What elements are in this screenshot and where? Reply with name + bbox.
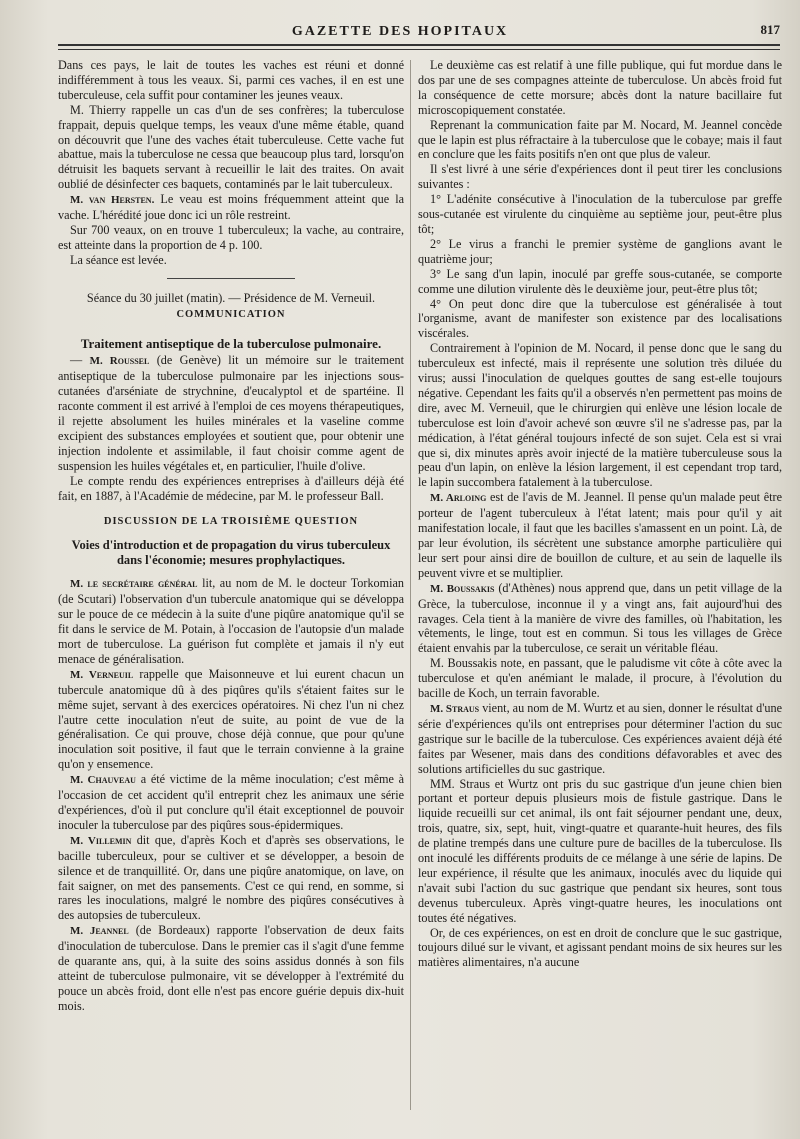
- paragraph: M. Chauveau a été victime de la même inoculation; c'est même à l'occasion de cet accident qu'il entreprit chez les animaux une série d'expériences, d'où il put conclure qu'il était exceptionnel de pouvoir inoculer la tuberculose par des piqûres sous-épidermiques.: [58, 772, 404, 832]
- speaker: M. Jeannel: [70, 925, 129, 938]
- paragraph: M. le secrétaire général lit, au nom de M. le docteur Torkomian (de Scutari) l'observation d'un tubercule anatomique qui se développa sur le pouce de ce médecin à la suite d'une piqûre anatomique qu'il se fit dans le service de M. Potain, à l'occasion de l'autopsie d'un malade mort de tuberculose. La guérison fut complète et jamais il n'y eut menace de généralisation.: [58, 576, 405, 666]
- paragraph: Or, de ces expériences, on est en droit de conclure que le suc gastrique, toujours dilué sur le vivant, et agissant pendant moins de six heures sur les matières alimentaires, n'a aucune: [418, 925, 782, 970]
- paragraph: MM. Straus et Wurtz ont pris du suc gastrique d'un jeune chien bien portant et porteur depuis plusieurs mois de fistule gastrique. Dans le liquide recueilli sur cet animal, ils ont fait séjourner pendant une, deux, trois, quatre, six, sept, huit, vingt-quatre et quarante-huit heures, des fils de platine trempés dans une culture pure de bacilles de la tuberculose. Ils ont inoculé les différents produits de ce mélange à une série de lapins. De leur expérience, il résulte que les animaux, inoculés avec du liquide qui n'avait subi l'action du suc gastrique que pendant six heures, sont tous devenus tuberculeux. Après vingt-quatre heures, les inoculations ont toutes été négatives.: [418, 776, 782, 925]
- section-heading-discussion: DISCUSSION DE LA TROISIÈME QUESTION: [103, 516, 359, 528]
- paragraph: M. Boussakis note, en passant, que le paludisme vit côte à côte avec la tuberculose et qu'en anémiant le malade, il procure, à l'évolution du bacille de Koch, un terrain favorable.: [418, 656, 782, 701]
- paragraph: M. Verneuil rappelle que Maisonneuve et lui eurent chacun un tubercule anatomique dû à des piqûres qu'ils s'étaient faites sur le même sujet, servant à des exercices opératoires. Ni chez l'un ni chez l'autre cette inoculation n'eut de suite, au point de vue de la généralisation. Ce qui prouve, chose déjà connue, que pour qu'une inoculation soit positive, il faut que le terrain convienne à la graine qu'on y ensemence.: [58, 666, 404, 772]
- paragraph: Contrairement à l'opinion de M. Nocard, il pense donc que le sang du tuberculeux est infecté, mais il représente une solution très diluée du virus; aussi l'inoculation de quelques gouttes de sang est-elle toujours négative. Cependant les faits qu'il a observés n'en permettent pas moins de dire, avec M. Verneuil, que le chirurgien qui enlève une lésion locale de tuberculose est loin d'avoir achevé son œuvre s'il ne s'adresse pas, par la médication, à l'état général toujours infecté de son sujet. Cela est si vrai que si, dix minutes après avoir injecté de la matière tuberculeuse sous la peau d'un lapin, on enlève la lésion largement, il est cependant trop tard, le lapin succombera fatalement à la tuberculose.: [418, 341, 782, 490]
- paragraph: Sur 700 veaux, on en trouve 1 tuberculeux; la vache, au contraire, est atteinte dans la proportion de 4 p. 100.: [58, 222, 404, 252]
- paragraph: M. Straus vient, au nom de M. Wurtz et au sien, donner le résultat d'une série d'expériences qu'ils ont entreprises pour déterminer l'action du suc gastrique sur le bacille de la tuberculose. Ces expériences avaient déjà été faites par Wesener, mais dans des conditions défavorables et avec des solutions artificielles du suc gastrique.: [418, 700, 783, 776]
- right-column: [418, 58, 782, 970]
- paragraph: Le deuxième cas est relatif à une fille publique, qui fut mordue dans le dos par une de ses compagnes atteinte de tuberculose. Un abcès froid fut la conséquence de cette morsure; abcès dont la nature bacillaire fut microscopiquement constatée.: [418, 58, 782, 117]
- paragraph: 1° L'adénite consécutive à l'inoculation de la tuberculose par greffe sous-cutanée est virulente du cinquième au septième jour, peut-être plus tôt;: [418, 192, 782, 236]
- page-number: 817: [760, 22, 780, 37]
- speaker: M. Boussakis: [430, 582, 495, 595]
- speaker: M. Straus: [430, 702, 480, 715]
- speaker: M. Thierry: [70, 102, 126, 117]
- speaker: M. Villemin: [70, 834, 132, 847]
- article-title: Traitement antiseptique de la tuberculose pulmonaire.: [80, 335, 382, 351]
- header-rule-thin: [58, 49, 780, 50]
- section-heading-communication: COMMUNICATION: [176, 308, 286, 320]
- speaker: M. Verneuil: [70, 668, 134, 681]
- paragraph: M. Villemin dit que, d'après Koch et d'après ses observations, le bacille tuberculeux, pour se cultiver et se développer, a besoin de silence et de tranquillité. Or, dans une piqûre anatomique, on lave, on fait saigner, on met des pansements. C'est ce qui rend, en somme, si rares les inoculations, malgré le nombre des piqûres consécutives à des autopsies de tuberculeux.: [58, 832, 404, 923]
- paragraph: M. van Hersten. Le veau est moins fréquemment atteint que la vache. L'hérédité joue donc ici un rôle restreint.: [58, 192, 404, 223]
- paragraph: 2° Le virus a franchi le premier système de ganglions avant le quatrième jour;: [418, 236, 782, 266]
- paragraph: 3° Le sang d'un lapin, inoculé par greffe sous-cutanée, se comporte comme une dilution virulente dès le deuxième jour, peut-être plus tôt;: [418, 266, 782, 296]
- speaker: M. Roussel: [89, 355, 150, 368]
- paragraph: M. Boussakis (d'Athènes) nous apprend que, dans un petit village de la Grèce, la tuberculose, inconnue il y a vingt ans, fait aujourd'hui des ravages. Cela tient à la manière de vivre des familles, où l'habitation, les vêtements, le linge, tout est en commun. Si tous les villages de Grèce étaient envahis par la tuberculose, ce serait un véritable fléau.: [418, 580, 782, 656]
- paragraph: Le compte rendu des expériences entreprises à d'ailleurs déjà été fait, en 1887, à l'Académie de médecine, par M. le professeur Ball.: [58, 473, 404, 503]
- session-heading: Séance du 30 juillet (matin). — Présidence de M. Verneuil.: [86, 290, 376, 305]
- newspaper-title: GAZETTE DES HOPITAUX: [291, 24, 509, 39]
- paragraph: M. Arloing est de l'avis de M. Jeannel. Il pense qu'un malade peut être porteur de l'agent tuberculeux à l'état latent; mais pour qu'il y ait manifestation locale, il faut que les bacilles s'amassent en un point. Là, de par leur évolution, ils sécrètent une substance amorphe particulière qui leur sert pour ainsi dire de bouillon de culture, et au sein de laquelle ils peuvent vivre et se multiplier.: [418, 490, 782, 580]
- column-divider: [410, 60, 411, 1110]
- header-rule-thick: [58, 44, 780, 46]
- paragraph: M. Thierry rappelle un cas d'un de ses confrères; la tuberculose frappait, depuis quelque temps, les veaux d'une même étable, quand on découvrit que l'une des vaches était tuberculeuse. Cette vache fut abattue, mais la tuberculose ne cessa que beaucoup plus tard, lorsqu'on détruisit les baquets servant à recueillir le lait des traites. On avait oublié de désinfecter ces baquets, contaminés par le lait tuberculeux.: [58, 102, 404, 192]
- speaker: M. Chauveau: [70, 774, 136, 787]
- section-rule: [167, 278, 295, 279]
- speaker: M. van Hersten.: [70, 194, 155, 207]
- discussion-title: Voies d'introduction et de propagation du virus tuberculeux dans l'économie; mesures prophylactiques.: [71, 538, 391, 568]
- paragraph: La séance est levée.: [70, 252, 167, 267]
- paragraph: M. Jeannel (de Bordeaux) rapporte l'observation de deux faits d'inoculation de tuberculose. Dans le premier cas il s'agit d'une femme de quarante ans, qui, à la suite des soins assidus donnés à son fils atteint de tuberculose pulmonaire, vit se développer à l'extrémité du pouce un abcès froid, dont elle n'est pas encore guérie depuis dix-huit mois.: [58, 923, 404, 1013]
- paragraph: 4° On peut donc dire que la tuberculose est généralisée à tout l'organisme, avant de manifester son existence par des localisations viscérales.: [418, 296, 782, 341]
- speaker: M. le secrétaire général: [70, 578, 198, 591]
- paragraph: Reprenant la communication faite par M. Nocard, M. Jeannel concède que le lapin est plus réfractaire à la tuberculose que le cobaye; mais il faut en conclure que les faits positifs n'en ont que plus de valeur.: [418, 117, 782, 162]
- paragraph: Dans ces pays, le lait de toutes les vaches est réuni et donné indifféremment à tous les veaux. Si, parmi ces vaches, il en est une tuberculeuse, cela suffit pour contaminer les jeunes veaux.: [58, 58, 404, 102]
- left-column: [58, 58, 404, 1014]
- paragraph: Il s'est livré à une série d'expériences dont il peut tirer les conclusions suivantes :: [418, 162, 782, 192]
- speaker: M. Arloing: [430, 492, 487, 505]
- paragraph: — M. Roussel (de Genève) lit un mémoire sur le traitement antiseptique de la tuberculose pulmonaire par les injections sous-cutanées d'arséniate de strychnine, d'eucalyptol et de spartéine. Il raconte comment il est arrivé à l'emploi de ces moyens thérapeutiques, il rejette absolument les huiles minérales et la vaseline comme excipient des substances employées et soutient que, pour obtenir une injection indolente et assimilable, il faut choisir comme agent de suspension les huiles végétales et, en particulier, l'huile d'olive.: [58, 353, 404, 473]
